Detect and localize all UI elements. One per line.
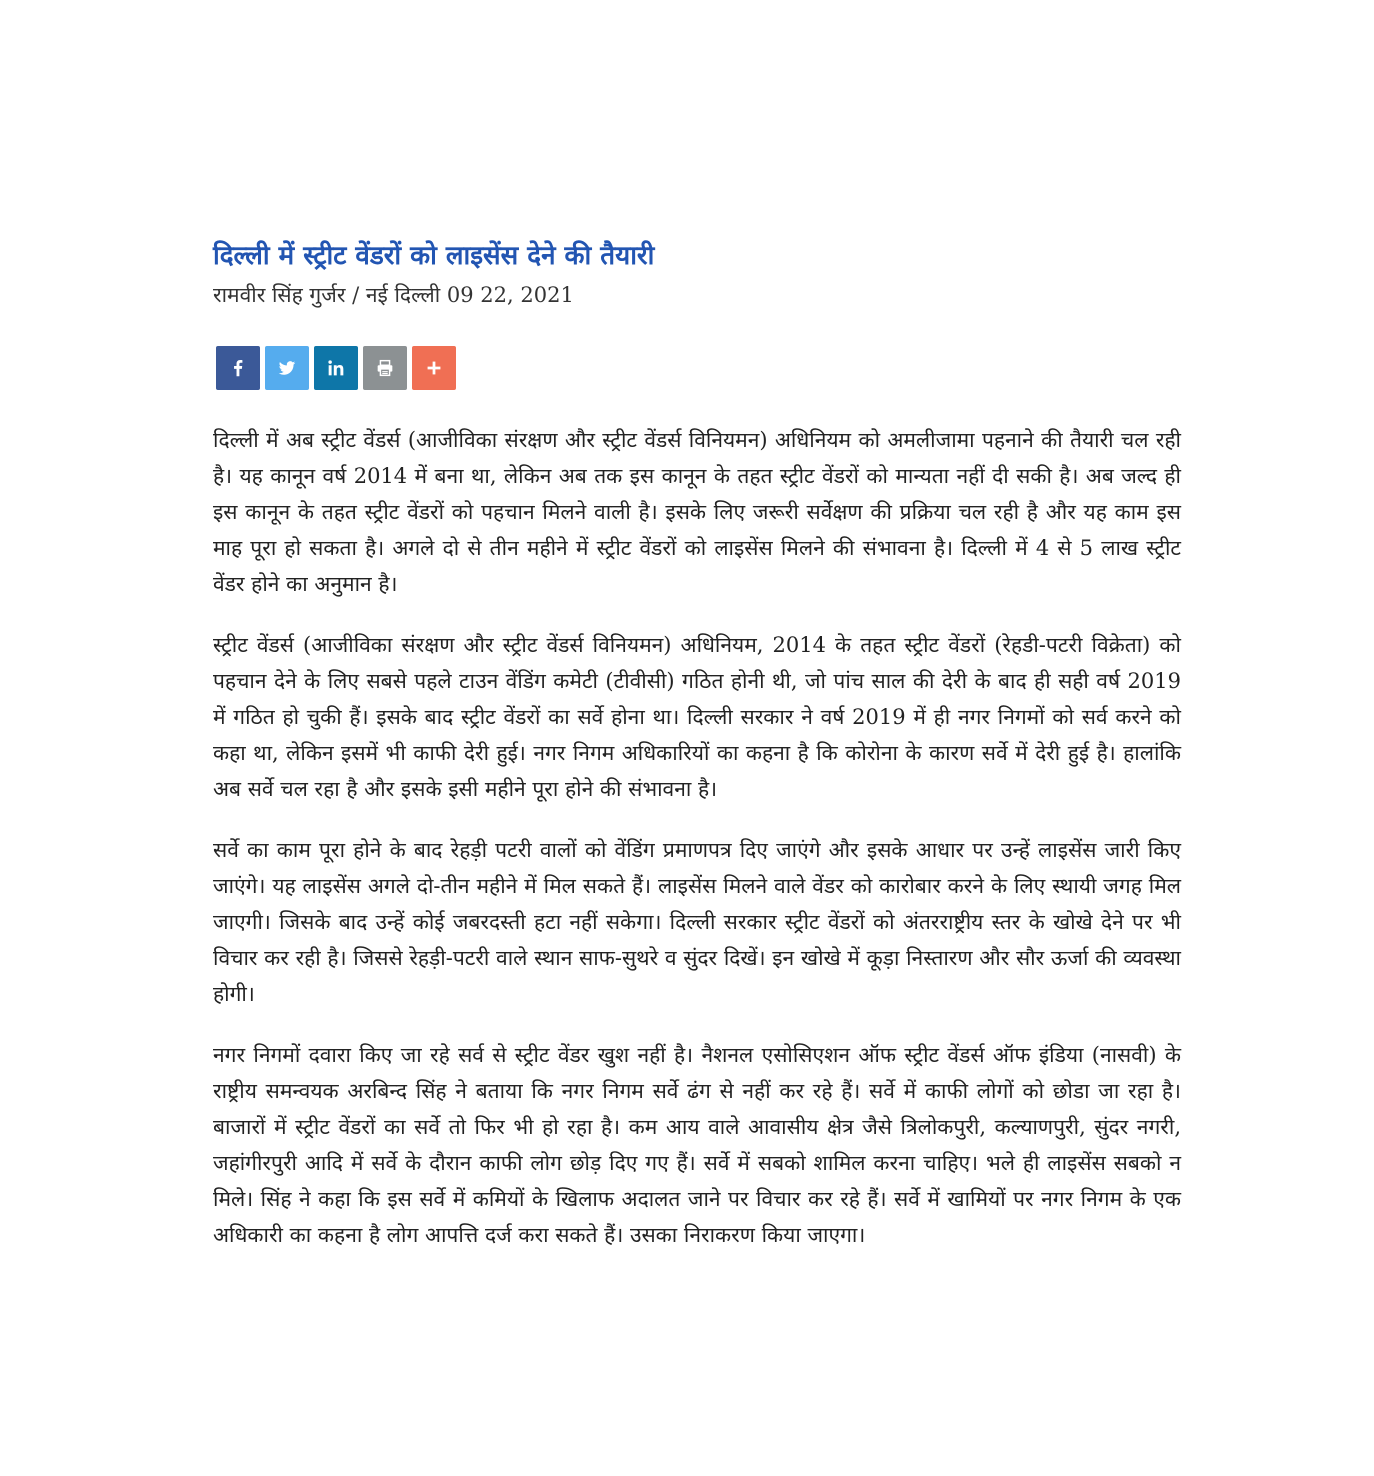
print-button[interactable] [363,346,407,390]
article-body [213,422,1181,1253]
article-paragraph: सर्वे का काम पूरा होने के बाद रेहड़ी पटरी वालों को वेंडिंग प्रमाणपत्र दिए जाएंगे और इसके आधार पर उन्हें लाइसेंस जारी किए जाएंगे। यह लाइसेंस अगले दो-तीन महीने में मिल सकते हैं। लाइसेंस मिलने वाले वेंडर को कारोबार करने के लिए स्थायी जगह मिल जाएगी। जिसके बाद उन्हें कोई जबरदस्ती हटा नहीं सकेगा। दिल्ली सरकार स्ट्रीट वेंडरों को अंतरराष्ट्रीय स्तर के खोखे देने पर भी विचार कर रही है। जिससे रेहड़ी-पटरी वाले स्थान साफ-सुथरे व सुंदर दिखें। इन खोखे में कूड़ा निस्तारण और सौर ऊर्जा की व्यवस्था होगी। [213,838,1181,1006]
twitter-icon [276,357,298,379]
article-paragraph: दिल्ली में अब स्ट्रीट वेंडर्स (आजीविका संरक्षण और स्ट्रीट वेंडर्स विनियमन) अधिनियम को अमलीजामा पहनाने की तैयारी चल रही है। यह कानून वर्ष 2014 में बना था, लेकिन अब तक इस कानून के तहत स्ट्रीट वेंडरों को मान्यता नहीं दी सकी है। अब जल्द ही इस कानून के तहत स्ट्रीट वेंडरों को पहचान मिलने वाली है। इसके लिए जरूरी सर्वेक्षण की प्रक्रिया चल रही है और यह काम इस माह पूरा हो सकता है। अगले दो से तीन महीने में स्ट्रीट वेंडरों को लाइसेंस मिलने की संभावना है। दिल्ली में 4 से 5 लाख स्ट्रीट वेंडर होने का अनुमान है। [213,428,1181,596]
article-paragraph: नगर निगमों दवारा किए जा रहे सर्व से स्ट्रीट वेंडर खुश नहीं है। नैशनल एसोसिएशन ऑफ स्ट्रीट वेंडर्स ऑफ इंडिया (नासवी) के राष्ट्रीय समन्वयक अरबिन्द सिंह ने बताया कि नगर निगम सर्वे ढंग से नहीं कर रहे हैं। सर्वे में काफी लोगों को छोडा जा रहा है। बाजारों में स्ट्रीट वेंडरों का सर्वे तो फिर भी हो रहा है। कम आय वाले आवासीय क्षेत्र जैसे त्रिलोकपुरी, कल्याणपुरी, सुंदर नगरी, जहांगीरपुरी आदि में सर्वे के दौरान काफी लोग छोड़ दिए गए हैं। सर्वे में सबको शामिल करना चाहिए। भले ही लाइसेंस सबको न मिले। सिंह ने कहा कि इस सर्वे में कमियों के खिलाफ अदालत जाने पर विचार कर रहे हैं। सर्वे में खामियों पर नगर निगम के एक अधिकारी का कहना है लोग आपत्ति दर्ज करा सकते हैं। उसका निराकरण किया जाएगा। [213,1043,1181,1247]
facebook-icon [227,357,249,379]
plus-icon [423,357,445,379]
share-bar [216,346,1181,390]
facebook-share-button[interactable] [216,346,260,390]
article [213,236,1181,1278]
article-byline: रामवीर सिंह गुर्जर / नई दिल्ली 09 22, 2021 [213,283,574,307]
print-icon [374,357,396,379]
linkedin-icon [325,357,347,379]
linkedin-share-button[interactable] [314,346,358,390]
article-paragraph: स्ट्रीट वेंडर्स (आजीविका संरक्षण और स्ट्रीट वेंडर्स विनियमन) अधिनियम, 2014 के तहत स्ट्रीट वेंडरों (रेहडी-पटरी विक्रेता) को पहचान देने के लिए सबसे पहले टाउन वेंडिंग कमेटी (टीवीसी) गठित होनी थी, जो पांच साल की देरी के बाद ही सही वर्ष 2019 में गठित हो चुकी हैं। इसके बाद स्ट्रीट वेंडरों का सर्वे होना था। दिल्ली सरकार ने वर्ष 2019 में ही नगर निगमों को सर्व करने को कहा था, लेकिन इसमें भी काफी देरी हुई। नगर निगम अधिकारियों का कहना है कि कोरोना के कारण सर्वे में देरी हुई है। हालांकि अब सर्वे चल रहा है और इसके इसी महीने पूरा होने की संभावना है। [213,633,1181,801]
twitter-share-button[interactable] [265,346,309,390]
article-headline: दिल्ली में स्ट्रीट वेंडरों को लाइसेंस देने की तैयारी [213,241,655,271]
more-share-button[interactable] [412,346,456,390]
